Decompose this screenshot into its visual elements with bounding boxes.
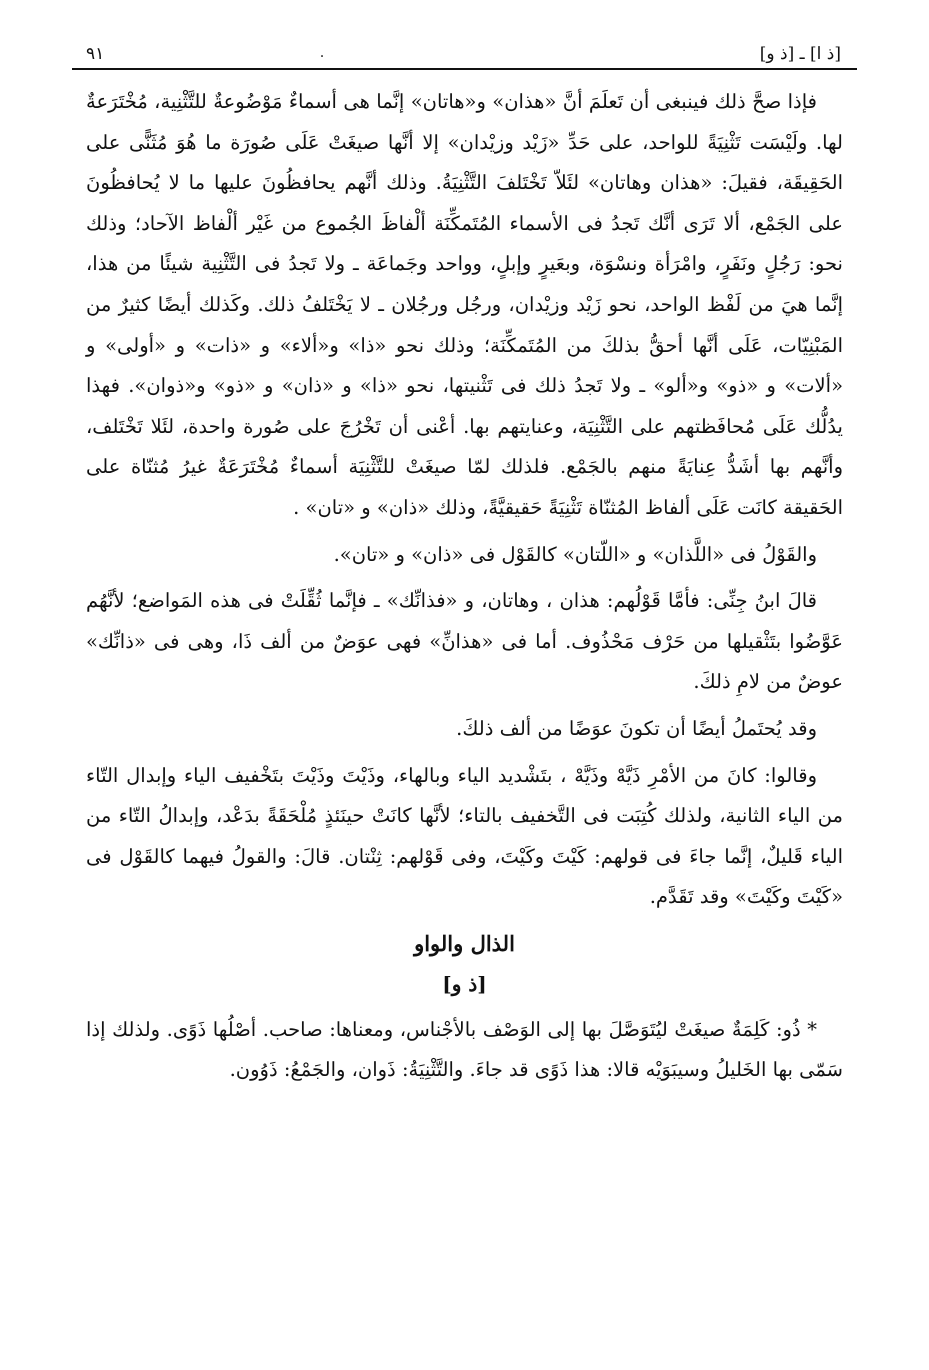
section-heading: الذال والواو (414, 930, 515, 956)
paragraph-3: قالَ ابنُ جِنِّى: فأمَّا قَوْلُهم: هذان ، وهاتان، و «فذانِّك» ـ فإنَّما ثُقِّلَتْ فى هذه المَواضع؛ لأنَّهُم عَوَّضُوا بتَثْقيلها من حَرْف مَحْذُوف. أما فى «هذانِّ» فهى عوَضٌ من ألف ذَا، وهى فى «ذانِّك» عوضٌ من لامِ ذلكَ. (86, 589, 843, 694)
header-dot: ٠ (318, 48, 326, 64)
running-title: [ذ ا] ـ [ذ و] (759, 44, 841, 64)
paragraph-1: فإذا صحَّ ذلك فينبغى أن تَعلَمَ أنَّ «هذان» و«هاتان» إنَّما هى أسماءٌ مَوْضُوعةٌ للتَّثْنِية، مُخْتَرَعةٌ لها. ولَيْسَت تَثْنِيَةً للواحد، على حَدِّ «زَيْد وزيْدان» إلا أنَّها صيغَتْ عَلَى صُورَة ما هُوَ مُثَنًّى على الحَقِيقَة، فقيلَ: «هذان وهاتان» لئَلاّ تَخْتَلفَ التَّثْنِيَةُ. وذلك أنَّهم يحافظُونَ عليها ما لا يُحافظُونَ على الجَمْع، ألا تَرَى أنَّك تَجدُ فى الأسماء المُتَمكِّنَة ألْفاظَ الجُموع من غَيْر ألْفاظ الآحاد؛ وذلك نحو: رَجُلٍ ونَفَرٍ، وامْرَأة ونسْوَة، وبعَيرٍ وإبلٍ، وواحد وجَماعَة ـ ولا تَجدُ فى التَّثْنِية شيئًا من هذا، إنَّما هيَ من لَفْظ الواحد، نحو زَيْد وزيْدان، ورجُل ورجُلان ـ لا يَخْتَلفُ ذلك. وكَذلك أيضًا كثيرٌ من المَبْنِيّات، عَلَى أنَّها أحقُّ بذلكَ من المُتَمكِّنَة؛ وذلك نحو «ذا» و«ألاء» و «ذات» و «أولى» و «ألات» و «ذو» و«ألو» ـ ولا تَجدُ ذلك فى تَثْنيتها، نحو «ذا» و «ذان» و «ذو» و«ذوان». فهذا يدُلُّك عَلَى مُحافَظتهم على التَّثْنِيَة، وعنايتهم بها. أعْنى أن تَخْرُجَ على صُورة واحدة، لئَلا تَخْتَلف، وأنَّهم بها أشَدُّ عِنايَةً منهم بالجَمْع. فلذلك لمّا صيغَتْ للتَّثْنِيَة أسماءٌ مُخْتَرَعَةٌ غيرُ مُثنّاة على الحَقيقة كانَت عَلَى ألفاظ المُثنّاة تَثْنِيَةً حَقيقيَّةً، وذلك «ذان» و «تان» . (86, 90, 843, 519)
paragraph-2: والقَوْلُ فى «اللَّذان» و «اللّتان» كالقَوْل فى «ذان» و «تان». (333, 542, 817, 566)
paragraph-4: وقد يُحتَملُ أيضًا أن تكونَ عوَضًا من ألف ذلكَ. (456, 716, 817, 740)
paragraph-5: وقالوا: كانَ من الأمْرِ ذَيَّهْ وذَيَّهْ ، بتَشْديد الياء وبالهاء، وذَيْتَ وذَيْتَ بتَخْفيف الياء وإبدال التّاء من الياء الثانية، ولذلك كُتِبَت فى التَّخفيف بالتاء؛ لأنَّها كانَتْ حينَئذٍ مُلْحَقَةً بدَعْد، وإبدالُ التّاء من الياء قَليلٌ، إنَّما جاءَ فى قولهم: كَيْتَ وكَيْتَ، وفى قَوْلهم: ثِنْتان. قالَ: والقولُ فيهما كالقَوْل فى «كَيْتَ وكَيْتَ» وقد تَقَدَّم. (86, 763, 843, 909)
page-body (72, 70, 857, 1091)
entry-heading: [ذ و] (442, 971, 487, 996)
page-header (72, 34, 857, 70)
page-number: ٩١ (86, 44, 105, 64)
entry-paragraph: * ذُو: كَلِمَةٌ صيغَتْ ليُتَوَصَّلَ بها إلى الوَصْف بالأجْناس، ومعناها: صاحب. أصْلُها ذَوًى. ولذلك إذا سَمّى بها الخَليلُ وسيبَوَيْه قالا: هذا ذَوًى قد جاءَ. والتَّثْنِيَةُ: ذَوان، والجَمْعُ: ذَوُون. (86, 1017, 843, 1082)
